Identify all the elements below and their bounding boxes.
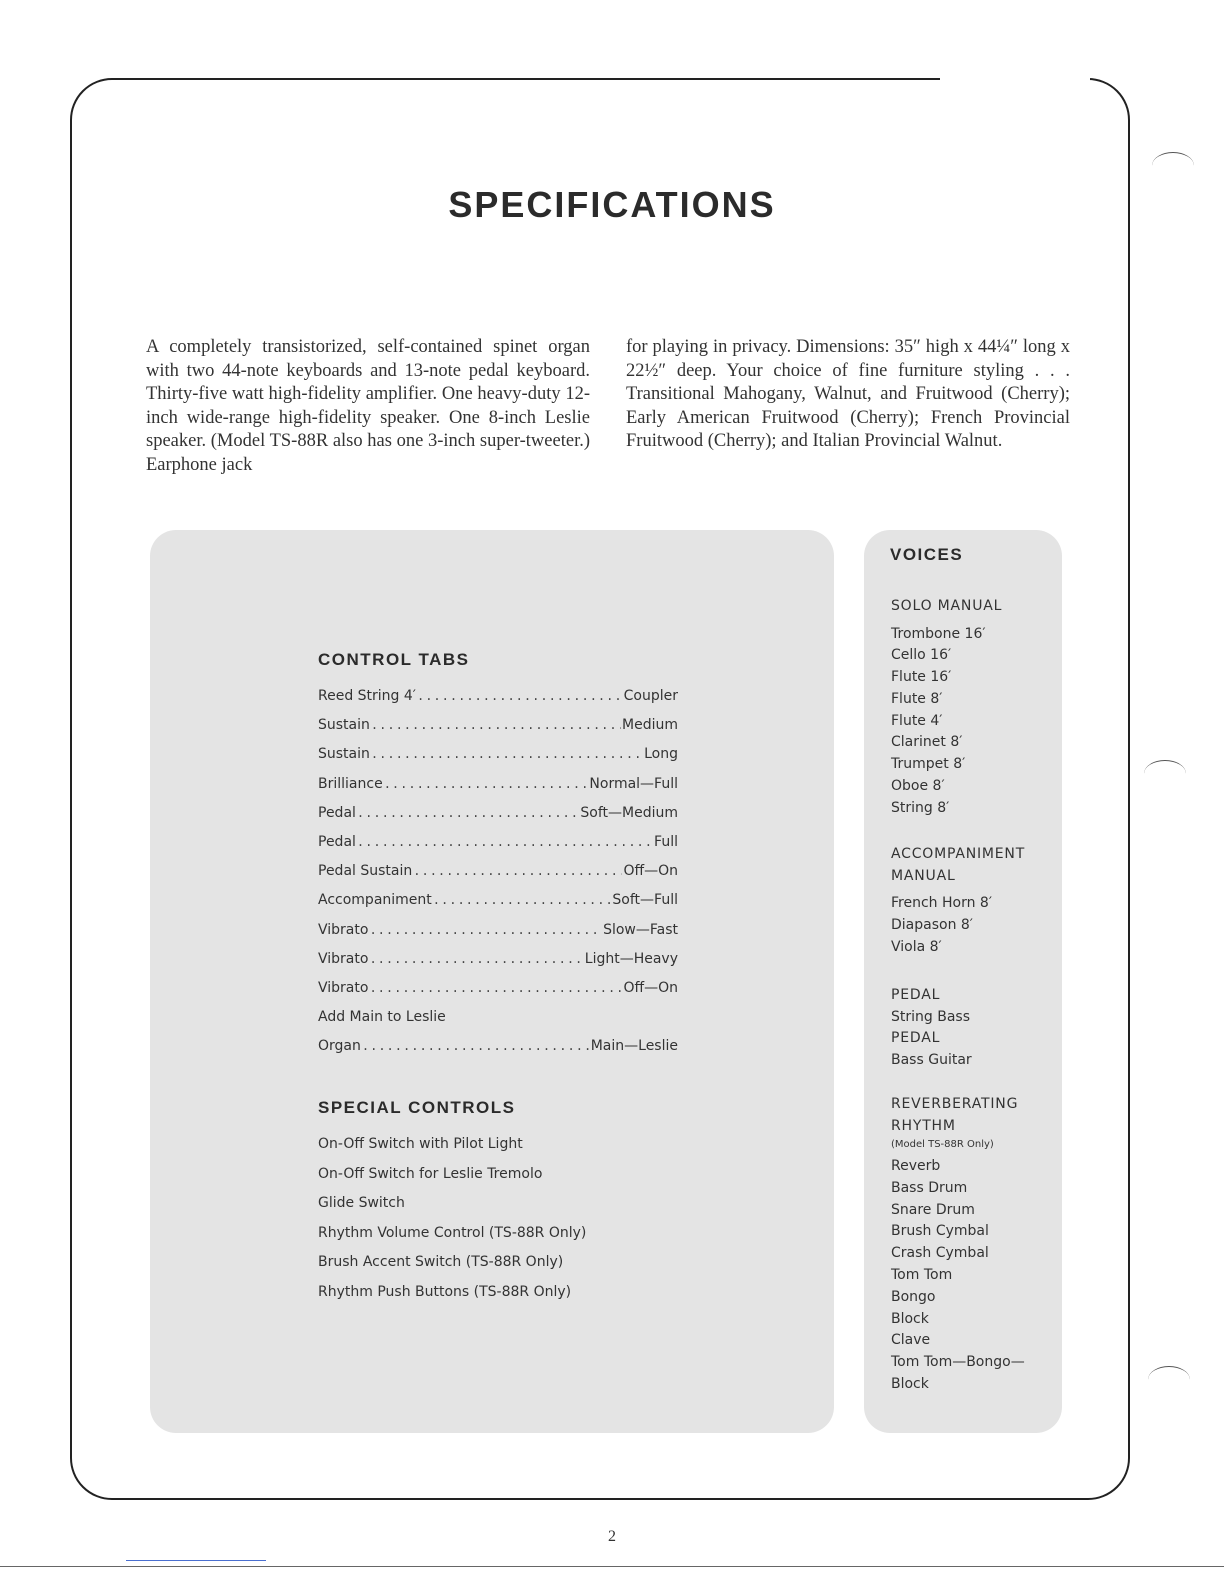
control-tab-row <box>318 863 678 892</box>
border-gap <box>940 70 1090 84</box>
voice-item: Tom Tom—Bongo— <box>891 1354 1025 1371</box>
intro-text-left: A completely transistorized, self-contained spinet organ with two 44-note keyboards and 13-note pedal keyboard. Thirty-five watt high-fidelity amplifier. One heavy-duty 12-inch wide-range high-fidelity speaker. One 8-inch Leslie speaker. (Model TS-88R also has one 3-inch super-tweeter.) Earphone jack <box>146 337 590 475</box>
dot-leader <box>433 893 612 907</box>
voice-item: Viola 8′ <box>891 938 942 955</box>
voice-item: Trumpet 8′ <box>891 756 966 773</box>
pedal-label: PEDAL <box>891 987 941 1003</box>
voice-item: Bass Guitar <box>891 1051 972 1068</box>
control-tab-row <box>318 746 678 775</box>
control-tab-row <box>318 717 678 746</box>
intro-text-right: for playing in privacy. Dimensions: 35″ high x 44¼″ long x 22½″ deep. Your choice of fine furniture styling . . . Transitional Mahogany, Walnut, and Fruitwood (Cherry); Early American Fruitwood (Cherry); French Provincial Fruitwood (Cherry); and Italian Provincial Walnut. <box>626 337 1070 451</box>
solo-manual-label: SOLO MANUAL <box>891 598 1003 614</box>
voice-item: Reverb <box>891 1158 941 1174</box>
dot-leader <box>417 689 623 703</box>
control-tab-name: Sustain <box>318 746 370 763</box>
control-tab-row <box>318 776 678 805</box>
control-tab-row <box>318 805 678 834</box>
dot-leader <box>384 777 589 791</box>
footer-rule-accent <box>126 1560 266 1561</box>
dot-leader <box>369 981 622 995</box>
voice-item: Clarinet 8′ <box>891 734 963 751</box>
control-tab-value: Full <box>654 833 678 850</box>
special-control-item: Rhythm Volume Control (TS-88R Only) <box>318 1224 587 1241</box>
dot-leader <box>357 806 579 820</box>
control-tab-row <box>318 951 678 980</box>
control-tab-name: Organ <box>318 1038 361 1055</box>
accompaniment-manual-group <box>891 844 1061 958</box>
rhythm-model-note: (Model TS-88R Only) <box>891 1139 994 1150</box>
control-tab-value: Long <box>644 746 678 763</box>
control-tab-row <box>318 922 678 951</box>
footer-rule <box>0 1566 1224 1567</box>
voice-item: Bongo <box>891 1288 936 1305</box>
control-tab-row <box>318 1038 678 1067</box>
control-tab-value: Normal—Full <box>589 775 678 792</box>
control-tab-value: Off—On <box>623 863 678 880</box>
control-tab-value: Light—Heavy <box>584 950 678 967</box>
control-tab-name: Pedal <box>318 833 356 850</box>
rhythm-label: REVERBERATING <box>891 1096 1019 1112</box>
control-tab-name: Reed String 4′ <box>318 688 416 704</box>
voice-item: Oboe 8′ <box>891 778 945 795</box>
binder-hole-mark <box>1144 760 1186 787</box>
control-tab-name: Vibrato <box>318 979 369 996</box>
dot-leader <box>369 952 583 966</box>
voice-item: French Horn 8′ <box>891 895 993 911</box>
special-control-item: Rhythm Push Buttons (TS-88R Only) <box>318 1283 572 1300</box>
voices-heading: VOICES <box>890 545 964 564</box>
rhythm-group <box>891 1094 1061 1396</box>
page-number: 2 <box>608 1528 616 1545</box>
voice-item: Crash Cymbal <box>891 1245 989 1262</box>
control-tab-name: Pedal Sustain <box>318 863 413 880</box>
control-tab-value: Main—Leslie <box>590 1038 678 1055</box>
control-tab-value: Soft—Medium <box>580 804 678 821</box>
accompaniment-label: MANUAL <box>891 867 956 884</box>
voice-item: Diapason 8′ <box>891 916 973 933</box>
voice-item: Cello 16′ <box>891 647 952 664</box>
control-tab-name: Vibrato <box>318 921 369 938</box>
control-tab-value: Coupler <box>623 688 678 704</box>
control-tab-row <box>318 688 678 717</box>
control-tab-row <box>318 980 678 1009</box>
control-tab-value: Soft—Full <box>612 892 678 909</box>
pedal-group <box>891 985 1061 1072</box>
voice-item: Trombone 16′ <box>891 625 986 642</box>
voice-item: Block <box>891 1375 929 1392</box>
dot-leader <box>413 864 622 878</box>
control-tab-row <box>318 892 678 921</box>
solo-manual-group <box>891 596 1061 820</box>
special-control-item: Brush Accent Switch (TS-88R Only) <box>318 1254 564 1270</box>
dot-leader <box>369 923 602 937</box>
voice-item: Snare Drum <box>891 1201 975 1218</box>
dot-leader <box>357 835 653 849</box>
control-tabs-heading: CONTROL TABS <box>318 650 470 669</box>
dot-leader <box>362 1039 590 1053</box>
voice-item: Bass Drum <box>891 1179 968 1196</box>
voice-item: String Bass <box>891 1008 971 1025</box>
accompaniment-label: ACCOMPANIMENT <box>891 846 1026 862</box>
voice-item: String 8′ <box>891 799 950 816</box>
control-tab-value: Medium <box>622 717 678 734</box>
control-tab-row <box>318 1009 678 1038</box>
dot-leader <box>371 718 621 732</box>
control-tabs-list <box>318 688 678 1067</box>
special-controls-heading: SPECIAL CONTROLS <box>318 1098 516 1117</box>
control-tab-name: Sustain <box>318 717 370 734</box>
special-control-item: On-Off Switch with Pilot Light <box>318 1136 523 1152</box>
control-tab-name: Vibrato <box>318 950 369 967</box>
control-tab-row <box>318 834 678 863</box>
voice-item: Tom Tom <box>891 1266 953 1283</box>
control-tab-name: Add Main to Leslie <box>318 1009 446 1026</box>
rhythm-label: RHYTHM <box>891 1117 956 1134</box>
voice-item: Brush Cymbal <box>891 1223 989 1240</box>
voice-item: Flute 4′ <box>891 712 943 729</box>
voice-item: Block <box>891 1310 929 1327</box>
pedal-label: PEDAL <box>891 1030 941 1047</box>
control-tab-name: Brilliance <box>318 775 383 792</box>
control-tab-value: Off—On <box>623 979 678 996</box>
special-controls-list <box>318 1136 678 1313</box>
dot-leader <box>371 747 643 761</box>
control-tab-name: Accompaniment <box>318 892 432 909</box>
special-control-item: Glide Switch <box>318 1195 405 1211</box>
control-tab-value: Slow—Fast <box>603 921 678 938</box>
control-tab-name: Pedal <box>318 804 356 821</box>
binder-hole-mark <box>1148 1366 1190 1393</box>
special-control-item: On-Off Switch for Leslie Tremolo <box>318 1165 543 1182</box>
voice-item: Clave <box>891 1332 931 1349</box>
page-title: SPECIFICATIONS <box>448 184 776 225</box>
voice-item: Flute 8′ <box>891 690 943 707</box>
voice-item: Flute 16′ <box>891 669 952 686</box>
binder-hole-mark <box>1152 152 1194 179</box>
